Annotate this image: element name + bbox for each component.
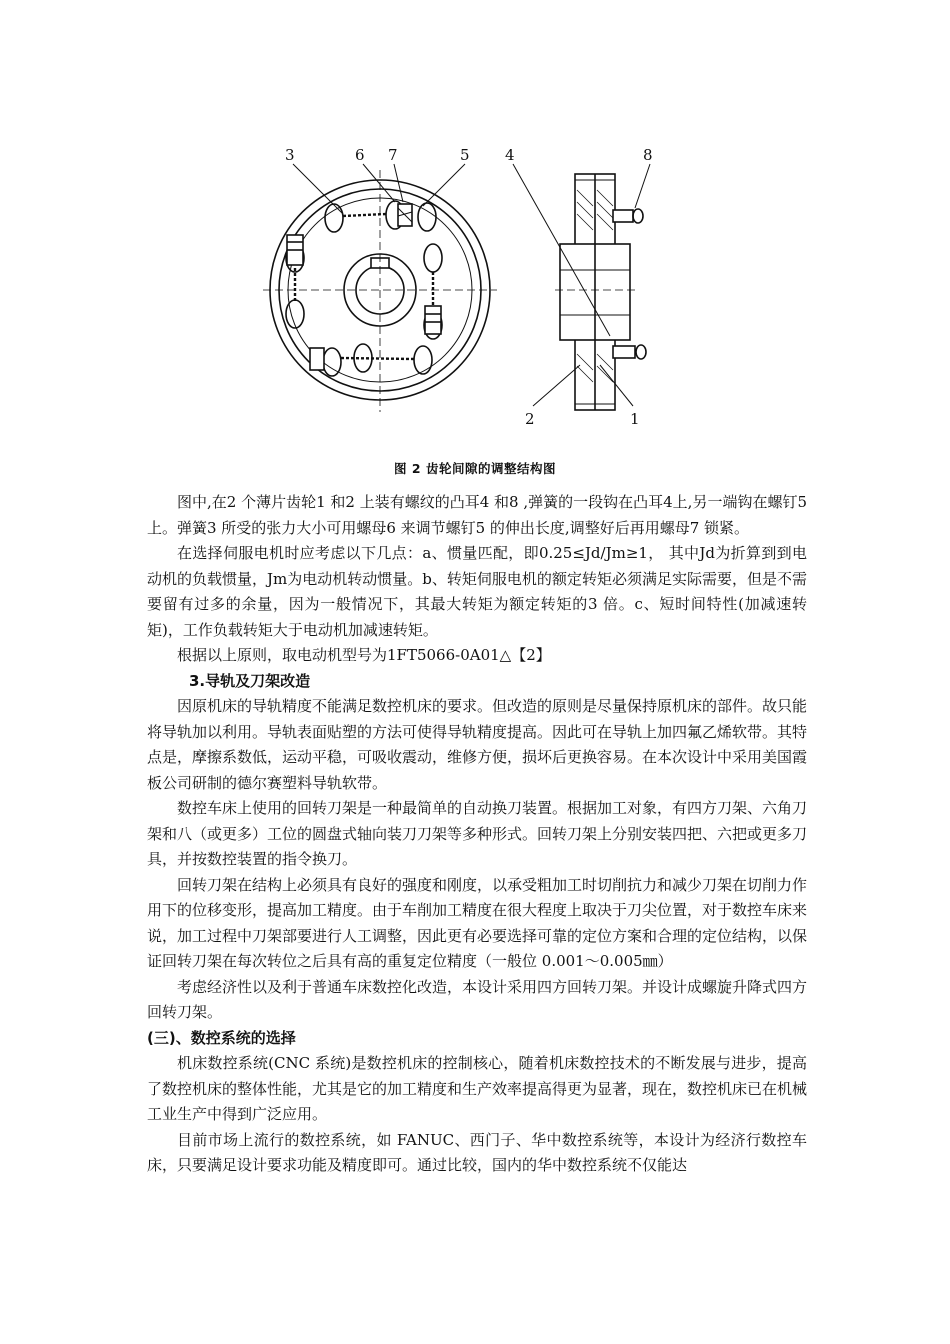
paragraph: 机床数控系统(CNC 系统)是数控机床的控制核心，随着机床数控技术的不断发展与进步，提高了数控机床的整体性能，尤其是它的加工精度和生产效率提高得更为显著，现在，数控机床已在机械工业生产中得到广泛应用。: [147, 1054, 808, 1123]
figure-label-7: 7: [388, 146, 398, 164]
figure-label-3: 3: [285, 146, 295, 164]
paragraph: 目前市场上流行的数控系统，如 FANUC、西门子、华中数控系统等，本设计为经济行数控车床，只要满足设计要求功能及精度即可。通过比较，国内的华中数控系统不仅能达: [147, 1130, 807, 1174]
paragraph: 根据以上原则，取电动机型号为1FT5066-0A01△【2】: [177, 646, 551, 664]
document-body: [147, 490, 807, 1179]
gear-side-view: [513, 164, 650, 410]
figure-caption: 图 2 齿轮间隙的调整结构图: [394, 461, 556, 476]
paragraph: 在选择伺服电机时应考虑以下几点：a、惯量匹配，即0.25≤Jd/Jm≥1， 其中Jd为折算到到电动机的负载惯量，Jm为电动机转动惯量。b、转矩伺服电机的额定转矩必须满足实际需要，但是不需要留有过多的余量，因为一般情况下，其最大转矩为额定转矩的3 倍。c、短时间特性(加减速转矩)，工作负载转矩大于电动机加减速转矩。: [147, 544, 807, 639]
paragraph: 考虑经济性以及利于普通车床数控化改造，本设计采用四方回转刀架。并设计成螺旋升降式四方回转刀架。: [147, 977, 808, 1021]
paragraph: 图中,在2 个薄片齿轮1 和2 上装有螺纹的凸耳4 和8 ,弹簧的一段钩在凸耳4上,另一端钩在螺钉5 上。弹簧3 所受的张力大小可用螺母6 来调节螺钉5 的伸出长度,调整好后再用螺母7 锁紧。: [147, 493, 807, 537]
figure-label-2: 2: [525, 410, 535, 428]
figure-label-6: 6: [355, 146, 365, 164]
paragraph: 回转刀架在结构上必须具有良好的强度和刚度，以承受粗加工时切削抗力和减少刀架在切削力作用下的位移变形，提高加工精度。由于车削加工精度在很大程度上取决于刀尖位置，对于数控车床来说，加工过程中刀架部要进行人工调整，因此更有必要选择可靠的定位方案和合理的定位结构，以保证回转刀架在每次转位之后具有高的重复定位精度（一般位 0.001～0.005㎜）: [147, 875, 808, 970]
paragraph: 数控车床上使用的回转刀架是一种最简单的自动换刀装置。根据加工对象，有四方刀架、六角刀架和八（或更多）工位的圆盘式轴向装刀刀架等多种形式。回转刀架上分别安装四把、六把或更多刀具，并按数控装置的指令换刀。: [147, 799, 808, 868]
gear-backlash-figure: [255, 140, 705, 430]
figure-label-4: 4: [505, 146, 515, 164]
figure-label-1: 1: [630, 410, 640, 428]
figure-label-8: 8: [643, 146, 653, 164]
gear-front-view: [263, 164, 497, 412]
figure-label-5: 5: [460, 146, 470, 164]
section-heading: 3.导轨及刀架改造: [189, 671, 311, 690]
paragraph: 因原机床的导轨精度不能满足数控机床的要求。但改造的原则是尽量保持原机床的部件。故只能将导轨加以利用。导轨表面贴塑的方法可使得导轨精度提高。因此可在导轨上加四氟乙烯软带。其特点是，摩擦系数低，运动平稳，可吸收震动，维修方便，损坏后更换容易。在本次设计中采用美国霞板公司研制的德尔赛塑料导轨软带。: [147, 697, 808, 792]
chapter-heading: (三)、数控系统的选择: [147, 1028, 296, 1047]
